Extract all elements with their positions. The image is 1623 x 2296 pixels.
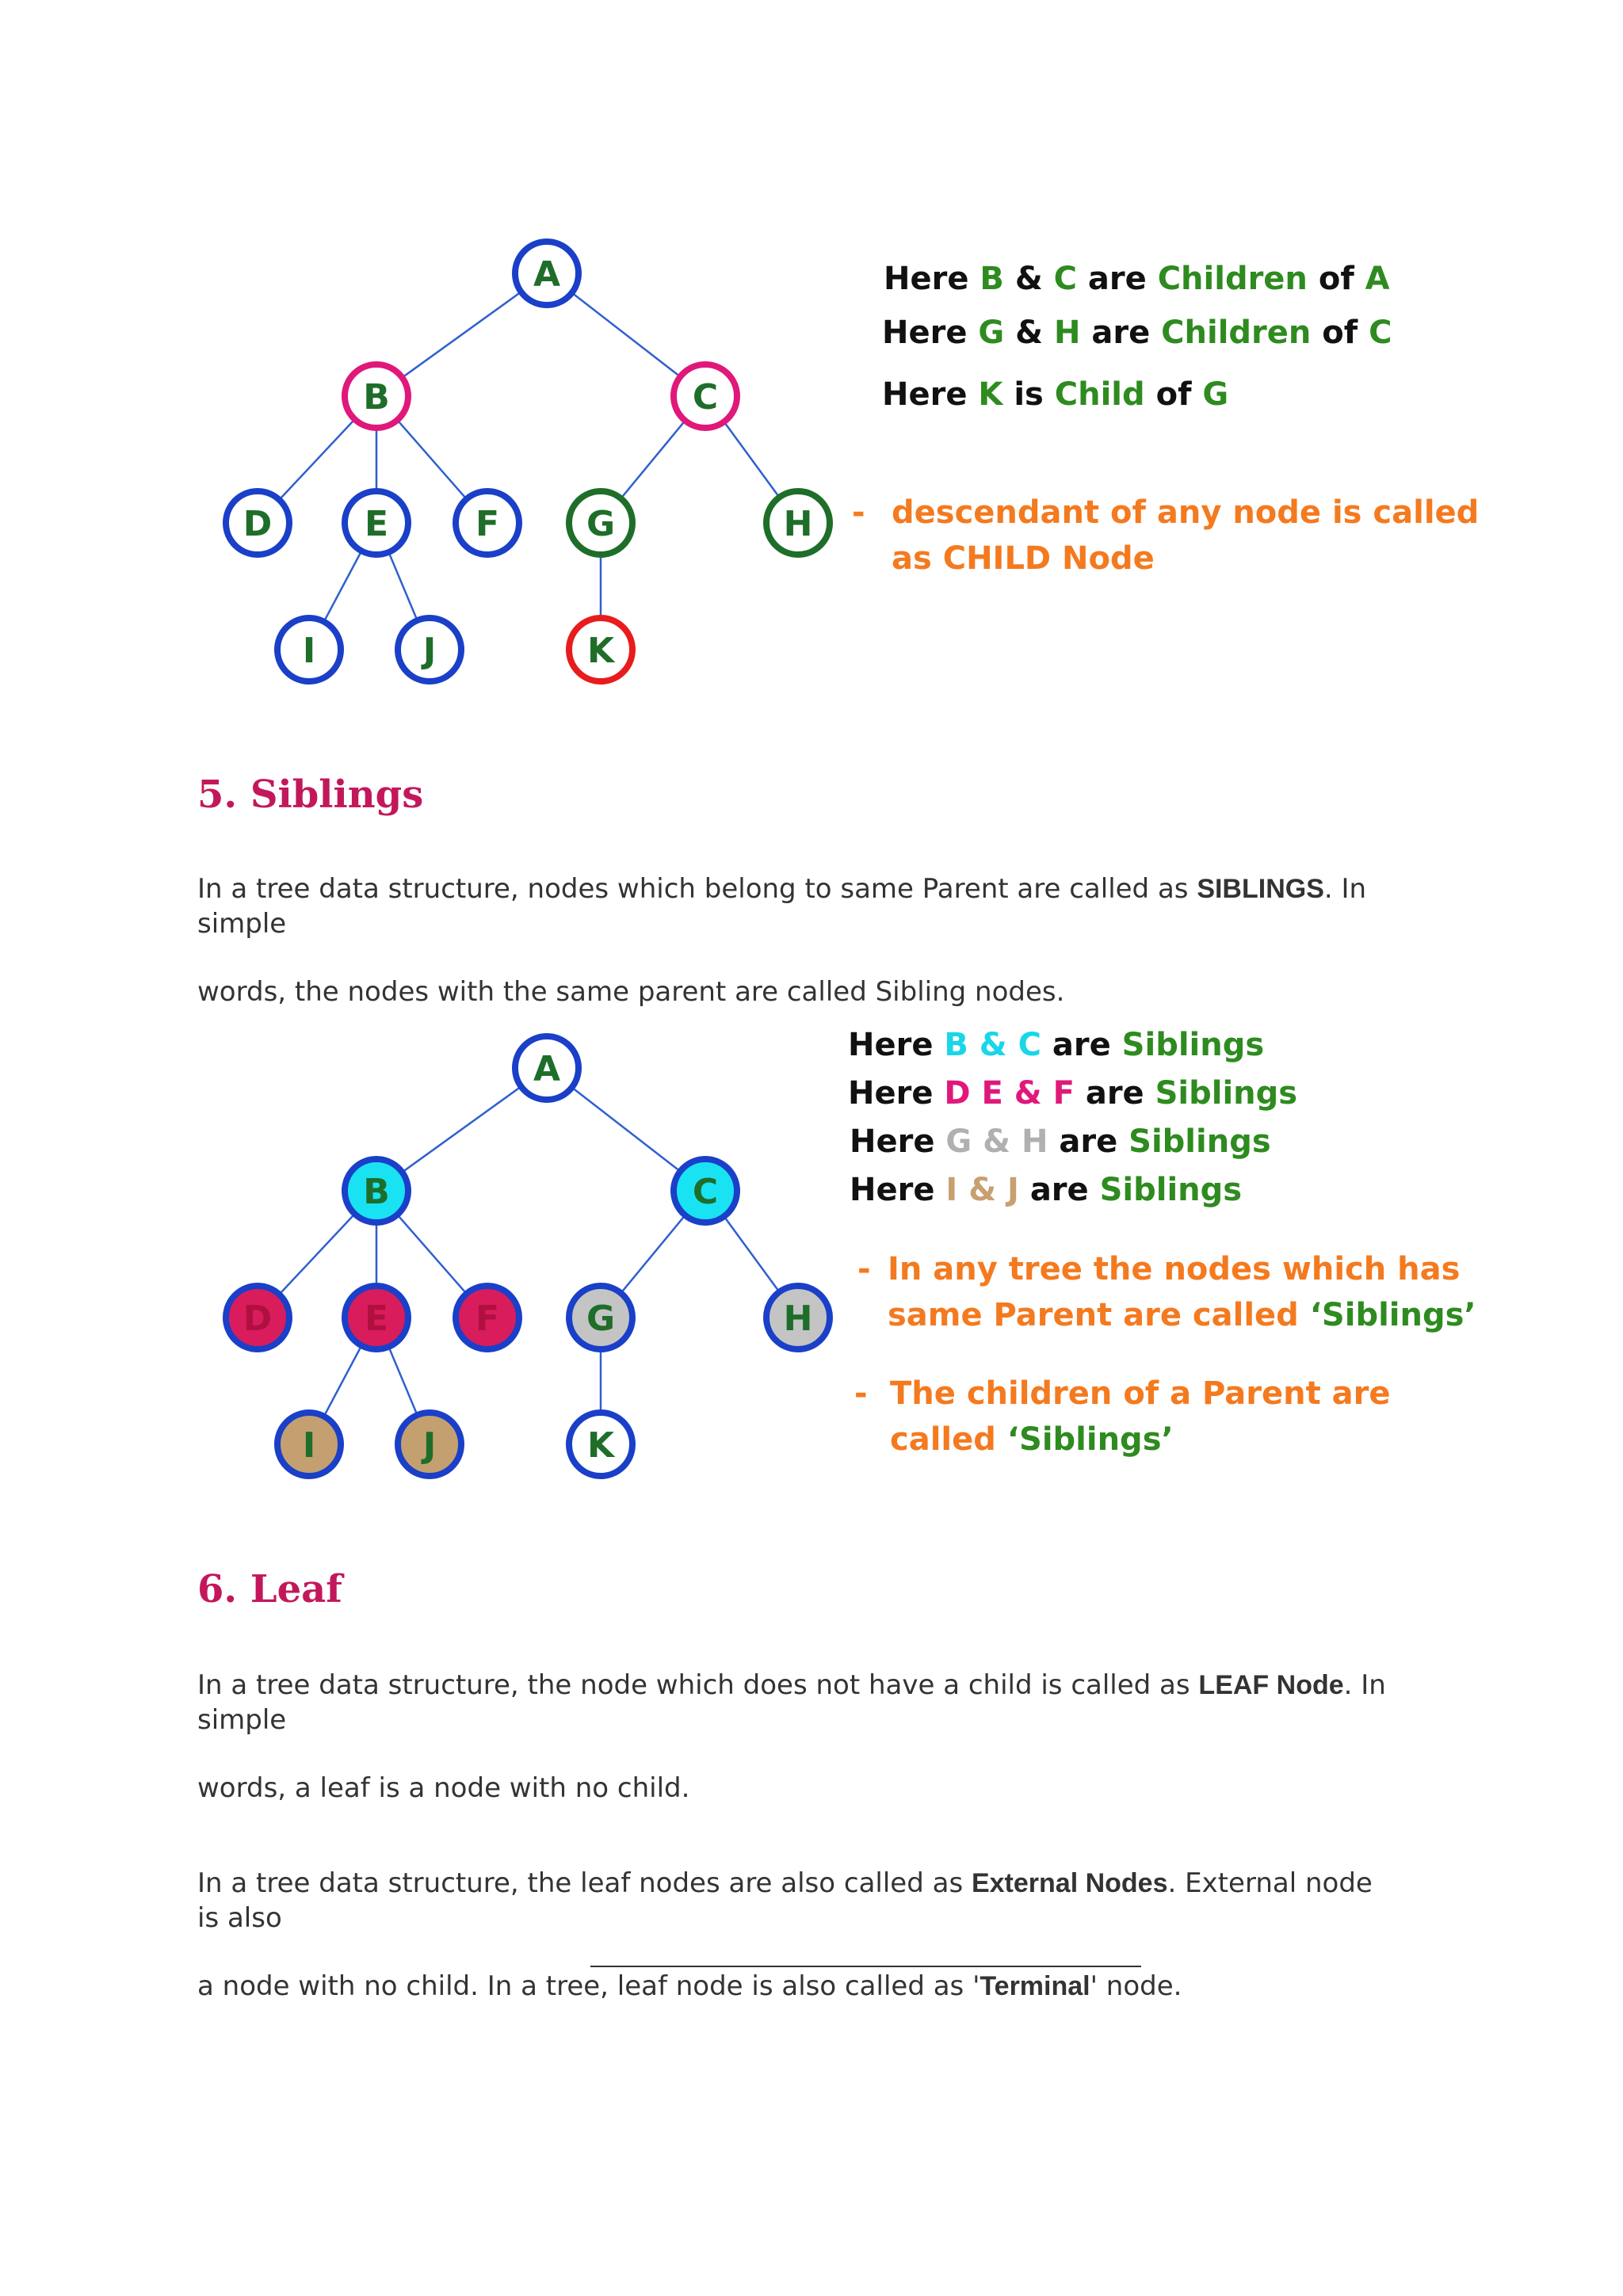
tree-node-F <box>456 491 519 555</box>
node-label: I <box>302 631 316 671</box>
node-label: B <box>363 1172 390 1212</box>
node-label: K <box>586 1425 615 1466</box>
tree-node-A <box>515 1036 579 1100</box>
node-label: F <box>475 1299 500 1339</box>
tree-node-G <box>569 491 632 555</box>
node-label: E <box>364 504 389 544</box>
section-heading-leaf: 6. Leaf <box>197 1567 342 1611</box>
tree-node-H <box>766 1286 830 1349</box>
divider-rule <box>590 1966 1141 1967</box>
tree-node-B <box>345 1159 408 1222</box>
node-label: H <box>783 504 813 544</box>
node-label: G <box>586 504 616 544</box>
tree-node-I <box>277 1413 341 1476</box>
children-note-3: Here K is Child of G <box>882 376 1229 413</box>
siblings-bullet-1-dash: - <box>857 1251 871 1287</box>
children-note-1: Here B & C are Children of A <box>884 261 1390 297</box>
siblings-note-1: Here B & C are Siblings <box>848 1027 1265 1063</box>
node-label: C <box>692 377 719 418</box>
node-label: C <box>692 1172 719 1212</box>
node-label: D <box>242 504 273 544</box>
node-label: I <box>302 1425 316 1466</box>
siblings-paragraph-2: words, the nodes with the same parent are called Sibling nodes. <box>197 976 1065 1008</box>
siblings-note-4: Here I & J are Siblings <box>850 1172 1243 1208</box>
node-label: J <box>422 631 437 671</box>
tree-edges <box>258 273 798 650</box>
tree-node-H <box>766 491 830 555</box>
children-bullet-note: - <box>852 494 865 531</box>
tree-edges <box>258 1068 798 1444</box>
tree-node-J <box>398 618 461 681</box>
node-label: K <box>586 631 615 671</box>
node-label: A <box>533 254 561 295</box>
tree-node-G <box>569 1286 632 1349</box>
tree-node-B <box>345 364 408 428</box>
tree-node-F <box>456 1286 519 1349</box>
tree-node-E <box>345 491 408 555</box>
siblings-note-3: Here G & H are Siblings <box>850 1123 1271 1160</box>
tree-node-D <box>226 1286 289 1349</box>
children-note-2: Here G & H are Children of C <box>882 315 1392 351</box>
siblings-note-2: Here D E & F are Siblings <box>848 1075 1298 1112</box>
tree-node-I <box>277 618 341 681</box>
node-label: J <box>422 1425 437 1466</box>
tree-node-K <box>569 618 632 681</box>
node-label: A <box>533 1049 561 1089</box>
node-label: G <box>586 1299 616 1339</box>
leaf-paragraph-1: In a tree data structure, the node which does not have a child is called as LEAF Node. In simple <box>197 1669 1386 1736</box>
children-bullet-text: descendant of any node is called as CHILD Node <box>892 494 1480 577</box>
tree-node-C <box>674 364 737 428</box>
leaf-paragraph-3: In a tree data structure, the leaf nodes are also called as External Nodes. External node is also <box>197 1867 1373 1934</box>
node-label: B <box>363 377 390 418</box>
tree-node-E <box>345 1286 408 1349</box>
node-label: H <box>783 1299 813 1339</box>
tree-node-J <box>398 1413 461 1476</box>
tree-node-A <box>515 242 579 305</box>
section-heading-siblings: 5. Siblings <box>197 772 424 817</box>
leaf-paragraph-4: a node with no child. In a tree, leaf node is also called as 'Terminal' node. <box>197 1970 1182 2002</box>
siblings-paragraph-1: In a tree data structure, nodes which belong to same Parent are called as SIBLINGS. In simple <box>197 873 1367 940</box>
tree-node-D <box>226 491 289 555</box>
siblings-bullet-1: In any tree the nodes which has same Parent are called ‘Siblings’ <box>888 1251 1476 1333</box>
node-label: E <box>364 1299 389 1339</box>
node-label: D <box>242 1299 273 1339</box>
leaf-paragraph-2: words, a leaf is a node with no child. <box>197 1772 690 1804</box>
node-label: F <box>475 504 500 544</box>
siblings-bullet-2: The children of a Parent are called ‘Siblings’ <box>890 1375 1391 1458</box>
tree-node-C <box>674 1159 737 1222</box>
tree-node-K <box>569 1413 632 1476</box>
siblings-bullet-2-dash: - <box>854 1375 868 1412</box>
